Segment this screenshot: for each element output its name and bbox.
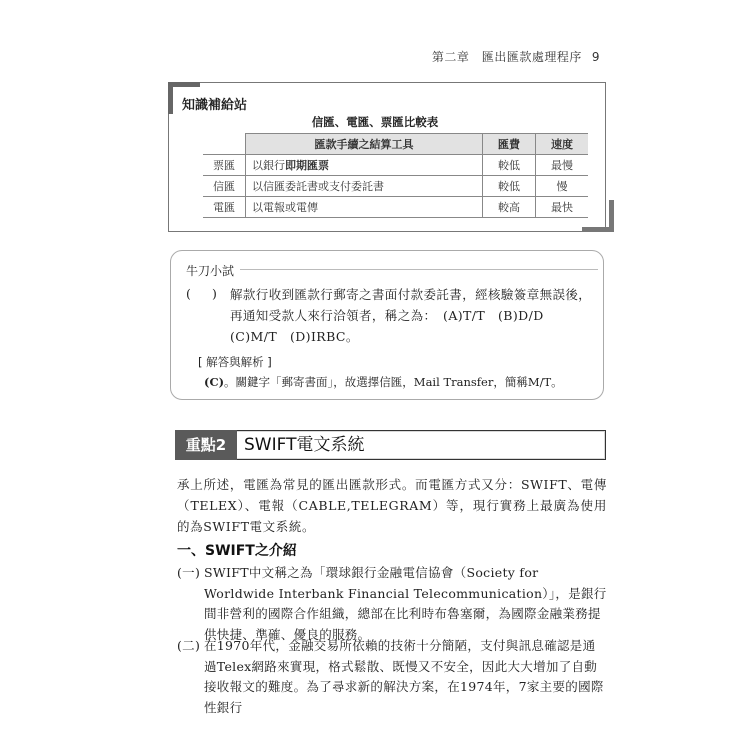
list-item-text: 在1970年代，金融交易所依賴的技術十分簡陋，支付與訊息確認是通過Telex網路來實現，格式鬆散、既慢又不安全，因此大大增加了自動接收報文的難度。為了尋求新的解決方案，在1974年，7家主要的國際性銀行 bbox=[204, 638, 604, 715]
list-item-number: (一) bbox=[177, 565, 201, 580]
running-header bbox=[432, 48, 600, 65]
section-title: SWIFT電文系統 bbox=[244, 435, 365, 455]
answer-blank-open: ( bbox=[186, 286, 191, 301]
page-number: 9 bbox=[591, 50, 600, 64]
remit-type: 信匯 bbox=[203, 176, 246, 197]
chapter-title: 第二章 匯出匯款處理程序 bbox=[431, 50, 582, 64]
remit-type: 電匯 bbox=[203, 197, 246, 218]
speed: 最慢 bbox=[536, 155, 589, 176]
answer-key: (C) bbox=[204, 375, 225, 389]
subheading: 一、SWIFT之介紹 bbox=[177, 543, 297, 559]
speed: 最快 bbox=[536, 197, 589, 218]
table-header-cell: 速度 bbox=[536, 134, 589, 155]
knowledge-box-title: 知識補給站 bbox=[182, 98, 248, 113]
table-row bbox=[203, 155, 588, 176]
table-header-cell: 匯款手續之結算工具 bbox=[246, 134, 483, 155]
list-item bbox=[177, 563, 607, 645]
comparison-table bbox=[203, 133, 588, 218]
settlement-tool: 以電報或電傳 bbox=[246, 197, 483, 218]
speed: 慢 bbox=[536, 176, 589, 197]
table-header-cell bbox=[203, 134, 246, 155]
table-header-row bbox=[203, 134, 588, 155]
intro-paragraph: 承上所述，電匯為常見的匯出匯款形式。而電匯方式又分：SWIFT、電傳（TELEX）、電報（CABLE,TELEGRAM）等，現行實務上最廣為使用的為SWIFT電文系統。 bbox=[177, 477, 607, 534]
table-row bbox=[203, 197, 588, 218]
remit-type: 票匯 bbox=[203, 155, 246, 176]
table-row bbox=[203, 176, 588, 197]
answer-explanation: (C)。關鍵字「郵寄書面」，故選擇信匯，Mail Transfer，簡稱M/T。 bbox=[204, 375, 563, 389]
settlement-tool: 以信匯委託書或支付委託書 bbox=[246, 176, 483, 197]
list-item-number: (二) bbox=[177, 638, 201, 653]
question-text: 解款行收到匯款行郵寄之書面付款委託書，經核驗簽章無誤後，再通知受款人來行洽領者，稱之為： (A)T/T (B)D/D (C)M/T (D)IRBC。 bbox=[230, 287, 592, 344]
table-header-cell: 匯費 bbox=[483, 134, 536, 155]
practice-title-rule bbox=[240, 269, 598, 270]
answer-label: [ 解答與解析 ] bbox=[198, 355, 272, 369]
list-item bbox=[177, 636, 607, 718]
practice-box-title: 牛刀小試 bbox=[186, 262, 240, 279]
answer-blank-close: ) bbox=[212, 286, 217, 301]
section-label: 重點2 bbox=[175, 430, 237, 460]
fee: 較高 bbox=[483, 197, 536, 218]
settlement-tool: 以銀行即期匯票 bbox=[246, 155, 483, 176]
list-item-text: SWIFT中文稱之為「環球銀行金融電信協會（Society for Worldwide Interbank Financial Telecommunication）」，是銀行間非營利的國際合作組織，總部在比利時布魯塞爾，為國際金融業務提供快捷、準確、優良的服務。 bbox=[204, 565, 607, 642]
comparison-table-title: 信匯、電匯、票匯比較表 bbox=[311, 115, 439, 129]
fee: 較低 bbox=[483, 155, 536, 176]
fee: 較低 bbox=[483, 176, 536, 197]
